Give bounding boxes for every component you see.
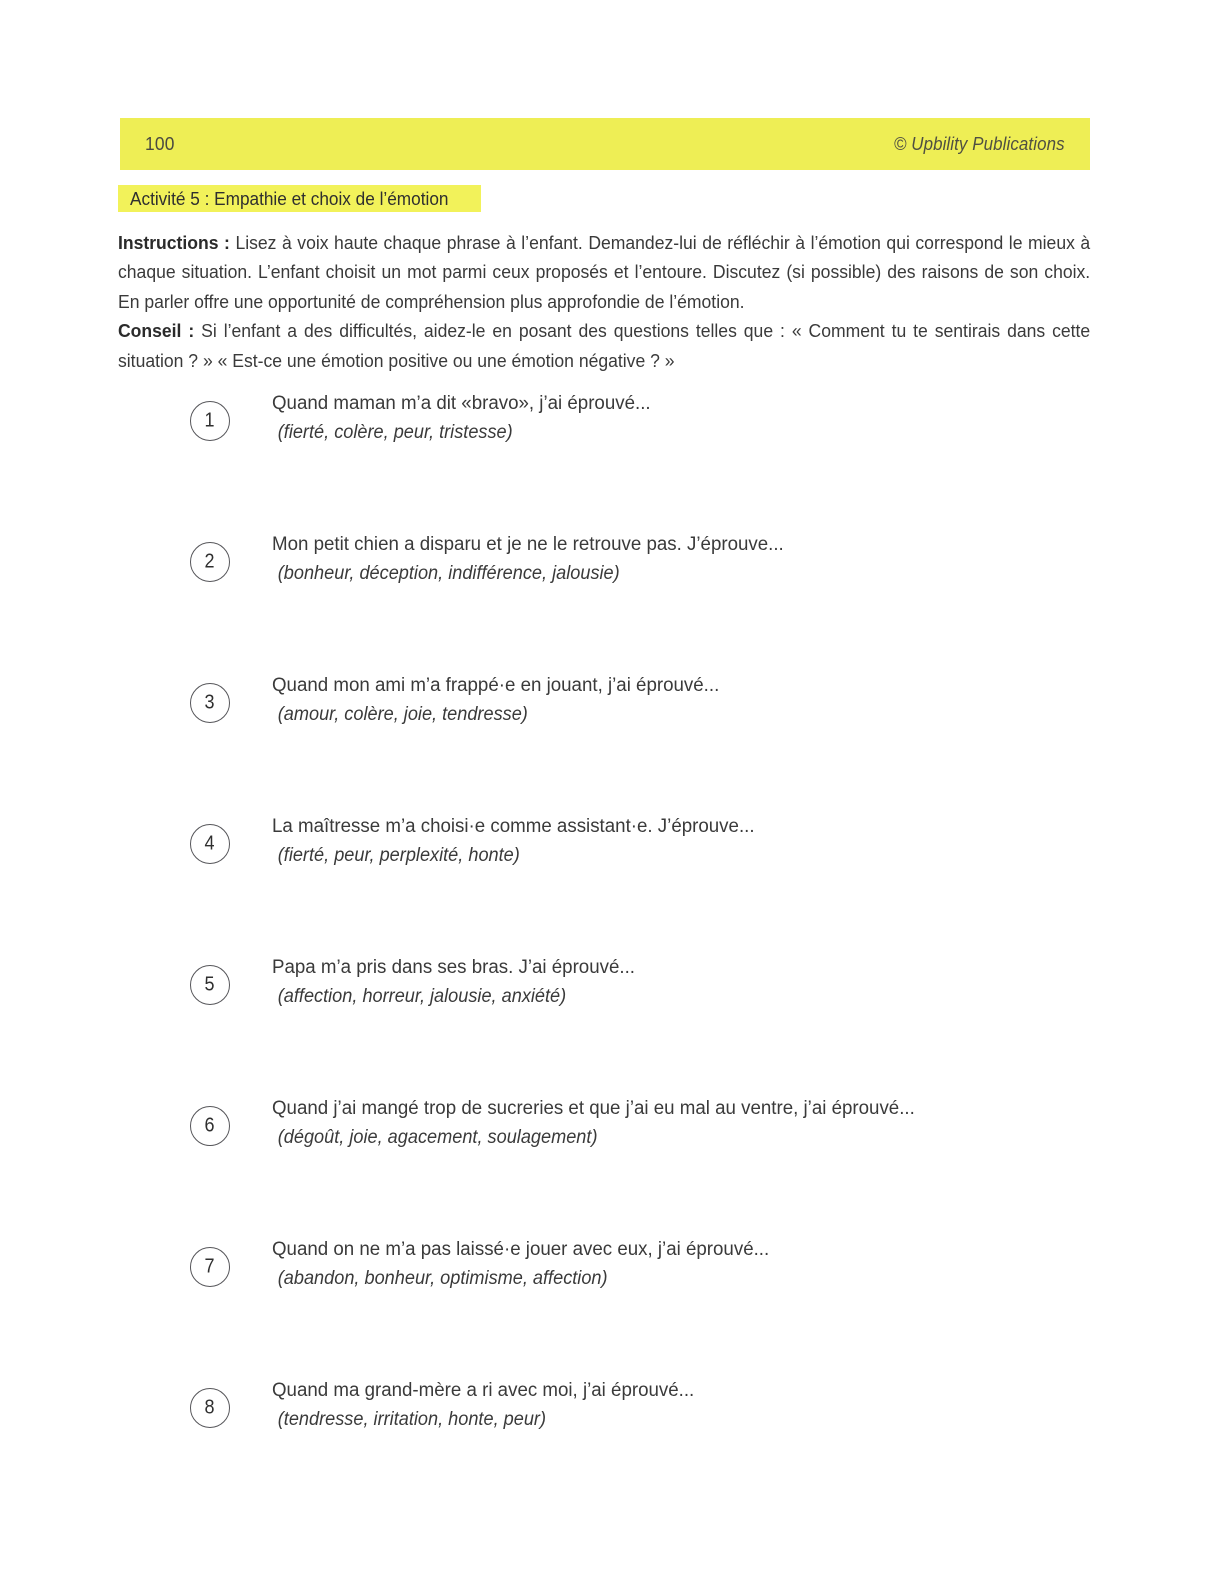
activity-title: Activité 5 : Empathie et choix de l’émotion xyxy=(130,187,449,209)
item-body xyxy=(272,812,1174,870)
exercise-items-list xyxy=(0,389,1214,1517)
page-number: 100 xyxy=(145,133,175,154)
item-number-circle-icon xyxy=(190,1106,230,1146)
exercise-item-6 xyxy=(0,1094,1214,1235)
instructions-paragraph xyxy=(118,228,1090,316)
exercise-item-5 xyxy=(0,953,1214,1094)
item-number: 2 xyxy=(204,550,216,573)
item-options[interactable]: (dégoût, joie, agacement, soulagement) xyxy=(277,1127,598,1148)
item-number: 1 xyxy=(204,409,216,432)
item-options[interactable]: (affection, horreur, jalousie, anxiété) xyxy=(277,986,567,1007)
item-prompt: Mon petit chien a disparu et je ne le retrouve pas. J’éprouve... xyxy=(272,533,784,555)
conseil-paragraph xyxy=(118,316,1090,375)
item-number-circle-icon xyxy=(190,824,230,864)
item-number-circle-icon xyxy=(190,542,230,582)
item-number: 3 xyxy=(204,691,216,714)
item-number-circle-icon xyxy=(190,1247,230,1287)
item-body xyxy=(272,671,1174,729)
item-prompt: Papa m’a pris dans ses bras. J’ai éprouvé... xyxy=(272,956,635,978)
page-header-band xyxy=(120,118,1090,170)
item-options[interactable]: (fierté, colère, peur, tristesse) xyxy=(277,422,513,443)
item-prompt: Quand mon ami m’a frappé·e en jouant, j’ai éprouvé... xyxy=(272,674,720,696)
item-number-circle-icon xyxy=(190,401,230,441)
item-number-circle-icon xyxy=(190,683,230,723)
exercise-item-3 xyxy=(0,671,1214,812)
item-body xyxy=(272,389,1174,447)
item-prompt: Quand on ne m’a pas laissé·e jouer avec eux, j’ai éprouvé... xyxy=(272,1238,770,1260)
instructions-text: Lisez à voix haute chaque phrase à l’enfant. Demandez-lui de réfléchir à l’émotion qui correspond le mieux à chaque situation. L’enfant choisit un mot parmi ceux proposés et l’entoure. Discutez (si possible) des raisons de son choix. En parler offre une opportunité de compréhension plus approfondie de l’émotion. xyxy=(118,232,1091,312)
instructions-label: Instructions : xyxy=(118,232,230,253)
item-number-circle-icon xyxy=(190,965,230,1005)
item-number: 4 xyxy=(204,832,216,855)
conseil-label: Conseil : xyxy=(118,320,195,342)
item-body xyxy=(272,1094,1174,1152)
item-options[interactable]: (amour, colère, joie, tendresse) xyxy=(277,704,528,725)
conseil-text: Si l’enfant a des difficultés, aidez-le en posant des questions telles que : « Comment tu te sentirais dans cette situation ? » « Est-ce une émotion positive ou une émotion négative ? » xyxy=(118,320,1091,371)
exercise-item-7 xyxy=(0,1235,1214,1376)
item-options[interactable]: (fierté, peur, perplexité, honte) xyxy=(277,845,520,866)
item-body xyxy=(272,953,1174,1011)
item-number: 5 xyxy=(204,973,216,996)
item-body xyxy=(272,1235,1174,1293)
item-options[interactable]: (bonheur, déception, indifférence, jalousie) xyxy=(277,563,620,584)
item-prompt: Quand maman m’a dit «bravo», j’ai éprouvé... xyxy=(272,392,651,414)
item-options[interactable]: (abandon, bonheur, optimisme, affection) xyxy=(277,1268,608,1289)
exercise-item-2 xyxy=(0,530,1214,671)
exercise-item-8 xyxy=(0,1376,1214,1517)
item-number-circle-icon xyxy=(190,1388,230,1428)
activity-title-chip xyxy=(118,185,481,212)
exercise-item-4 xyxy=(0,812,1214,953)
item-number: 6 xyxy=(204,1114,216,1137)
item-body xyxy=(272,530,1174,588)
item-prompt: La maîtresse m’a choisi·e comme assistant·e. J’éprouve... xyxy=(272,815,755,837)
item-options[interactable]: (tendresse, irritation, honte, peur) xyxy=(277,1409,547,1430)
item-prompt: Quand j’ai mangé trop de sucreries et que j’ai eu mal au ventre, j’ai éprouvé... xyxy=(272,1097,915,1119)
instructions-block xyxy=(118,228,1090,375)
item-number: 7 xyxy=(204,1255,216,1278)
exercise-item-1 xyxy=(0,389,1214,530)
item-prompt: Quand ma grand-mère a ri avec moi, j’ai éprouvé... xyxy=(272,1379,695,1401)
item-number: 8 xyxy=(204,1396,216,1419)
copyright-notice: © Upbility Publications xyxy=(894,133,1065,154)
item-body xyxy=(272,1376,1174,1434)
